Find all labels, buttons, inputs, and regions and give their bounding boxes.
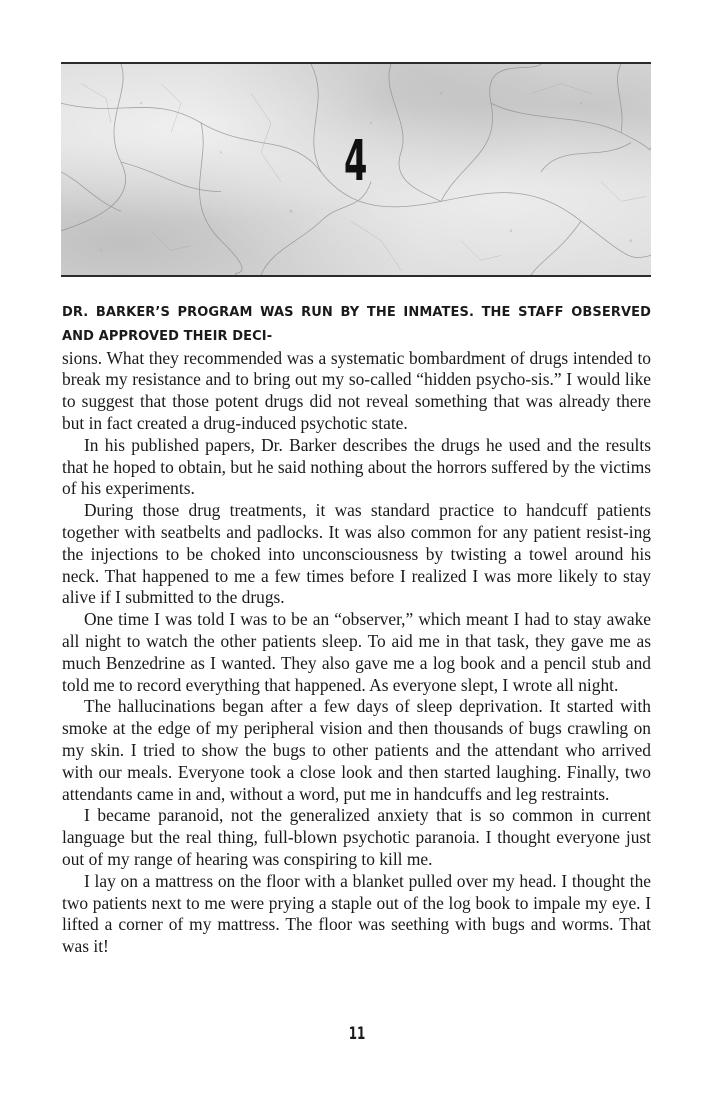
paragraph-2: In his published papers, Dr. Barker describes the drugs he used and the results that he hoped to obtain, but he said nothing about the horrors suffered by the victims of his experiments. [62,434,651,499]
chapter-banner [61,62,651,277]
paragraph-1 [62,300,651,435]
paragraph-text: sions. What they recommended was a systematic bombardment of drugs intended to break my resistance and to bring out my so-called “hidden psycho-sis.” I would like to suggest that those potent drugs did not reveal something that was already there but in fact created a drug-induced psychotic state. [62,347,651,433]
paragraph-4: One time I was told I was to be an “observer,” which meant I had to stay awake all night to watch the other patients sleep. To aid me in that task, they gave me as much Benzedrine as I wanted. They also gave me a log book and a pencil stub and told me to record everything that happened. As everyone slept, I wrote all night. [62,609,651,695]
chapter-lead-in: DR. BARKER’S PROGRAM WAS RUN BY THE INMATES. THE STAFF OBSERVED AND APPROVED THEIR DECI- [62,305,651,344]
paragraph-7: I lay on a mattress on the floor with a blanket pulled over my head. I thought the two patients next to me were prying a staple out of the log book to impale my eye. I lifted a corner of my mattress. The floor was seething with bugs and worms. That was it! [62,870,651,957]
paragraph-3: During those drug treatments, it was standard practice to handcuff patients together with seatbelts and padlocks. It was also common for any patient resist-ing the injections to be choked into unconsciousness by twisting a towel around his neck. That happened to me a few times before I realized I was more likely to stay alive if I submitted to the drugs. [62,500,651,608]
chapter-body [62,300,651,958]
chapter-number: 4 [344,129,368,194]
paragraph-6: I became paranoid, not the generalized anxiety that is so common in current language but the real thing, full-blown psychotic paranoia. I thought everyone just out of my range of hearing was conspiring to kill me. [62,805,651,869]
paragraph-5: The hallucinations began after a few days of sleep deprivation. It started with smoke at the edge of my peripheral vision and then thousands of bugs crawling on my skin. I tried to show the bugs to other patients and the attendant who arrived with our meals. Everyone took a close look and then started laughing. Finally, two attendants came in and, without a word, put me in handcuffs and leg restraints. [62,696,651,804]
page-number: 11 [348,1024,366,1044]
